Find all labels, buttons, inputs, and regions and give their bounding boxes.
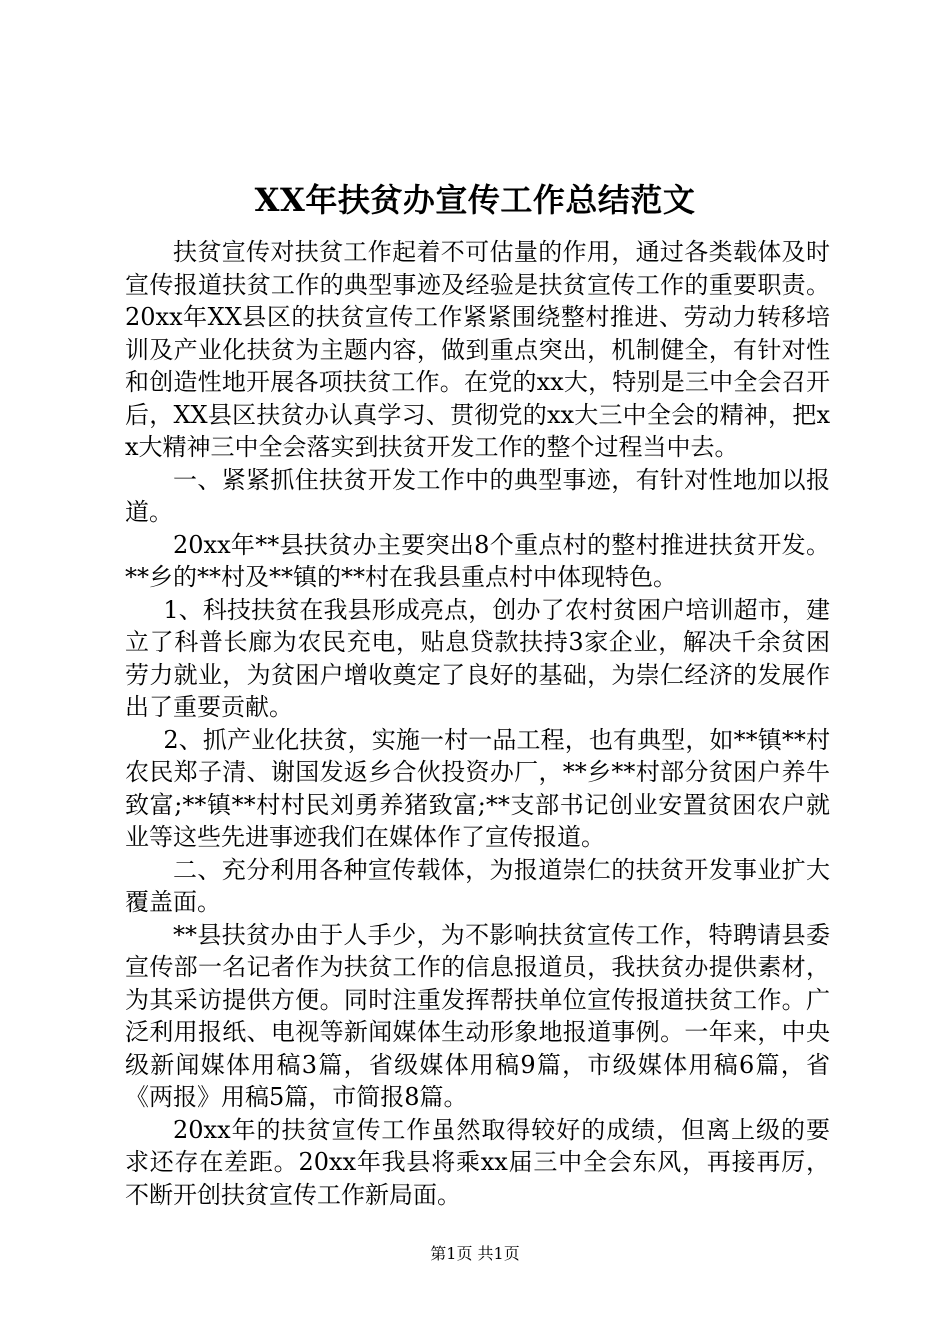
page-number-footer: 第1页 共1页 bbox=[430, 1244, 520, 1263]
paragraph-media-coverage: **县扶贫办由于人手少，为不影响扶贫宣传工作，特聘请县委宣传部一名记者作为扶贫工作的信息报道员，我扶贫办提供素材，为其采访提供方便。同时注重发挥帮扶单位宣传报道扶贫工作。广泛利用报纸、电视等新闻媒体生动形象地报道事例。一年来，中央级新闻媒体用稿3篇，省级媒体用稿9篇，市级媒体用稿6篇，省《两报》用稿5篇，市简报8篇。 bbox=[125, 920, 830, 1111]
paragraph-key-villages: 20xx年**县扶贫办主要突出8个重点村的整村推进扶贫开发。**乡的**村及**镇的**村在我县重点村中体现特色。 bbox=[125, 530, 830, 591]
section-heading-1: 一、紧紧抓住扶贫开发工作中的典型事迹，有针对性地加以报道。 bbox=[125, 465, 830, 526]
document-body bbox=[125, 236, 830, 1211]
paragraph-conclusion: 20xx年的扶贫宣传工作虽然取得较好的成绩，但离上级的要求还存在差距。20xx年我县将乘xx届三中全会东风，再接再厉，不断开创扶贫宣传工作新局面。 bbox=[125, 1115, 830, 1209]
paragraph-industry-poverty: 2、抓产业化扶贫，实施一村一品工程，也有典型，如**镇**村农民郑子清、谢国发返乡合伙投资办厂，**乡**村部分贫困户养牛致富;**镇**村村民刘勇养猪致富;**支部书记创业安置贫困农户就业等这些先进事迹我们在媒体作了宣传报道。 bbox=[125, 725, 830, 851]
paragraph-tech-poverty: 1、科技扶贫在我县形成亮点，创办了农村贫困户培训超市，建立了科普长廊为农民充电，贴息贷款扶持3家企业，解决千余贫困劳力就业，为贫困户增收奠定了良好的基础，为崇仁经济的发展作出了重要贡献。 bbox=[125, 595, 830, 721]
section-heading-2: 二、充分利用各种宣传载体，为报道崇仁的扶贫开发事业扩大覆盖面。 bbox=[125, 855, 830, 916]
document-title: XX年扶贫办宣传工作总结范文 bbox=[254, 181, 696, 219]
paragraph-intro: 扶贫宣传对扶贫工作起着不可估量的作用，通过各类载体及时宣传报道扶贫工作的典型事迹及经验是扶贫宣传工作的重要职责。20xx年XX县区的扶贫宣传工作紧紧围绕整村推进、劳动力转移培训及产业化扶贫为主题内容，做到重点突出，机制健全，有针对性和创造性地开展各项扶贫工作。在党的xx大，特别是三中全会召开后，XX县区扶贫办认真学习、贯彻党的xx大三中全会的精神，把xx大精神三中全会落实到扶贫开发工作的整个过程当中去。 bbox=[125, 238, 830, 461]
